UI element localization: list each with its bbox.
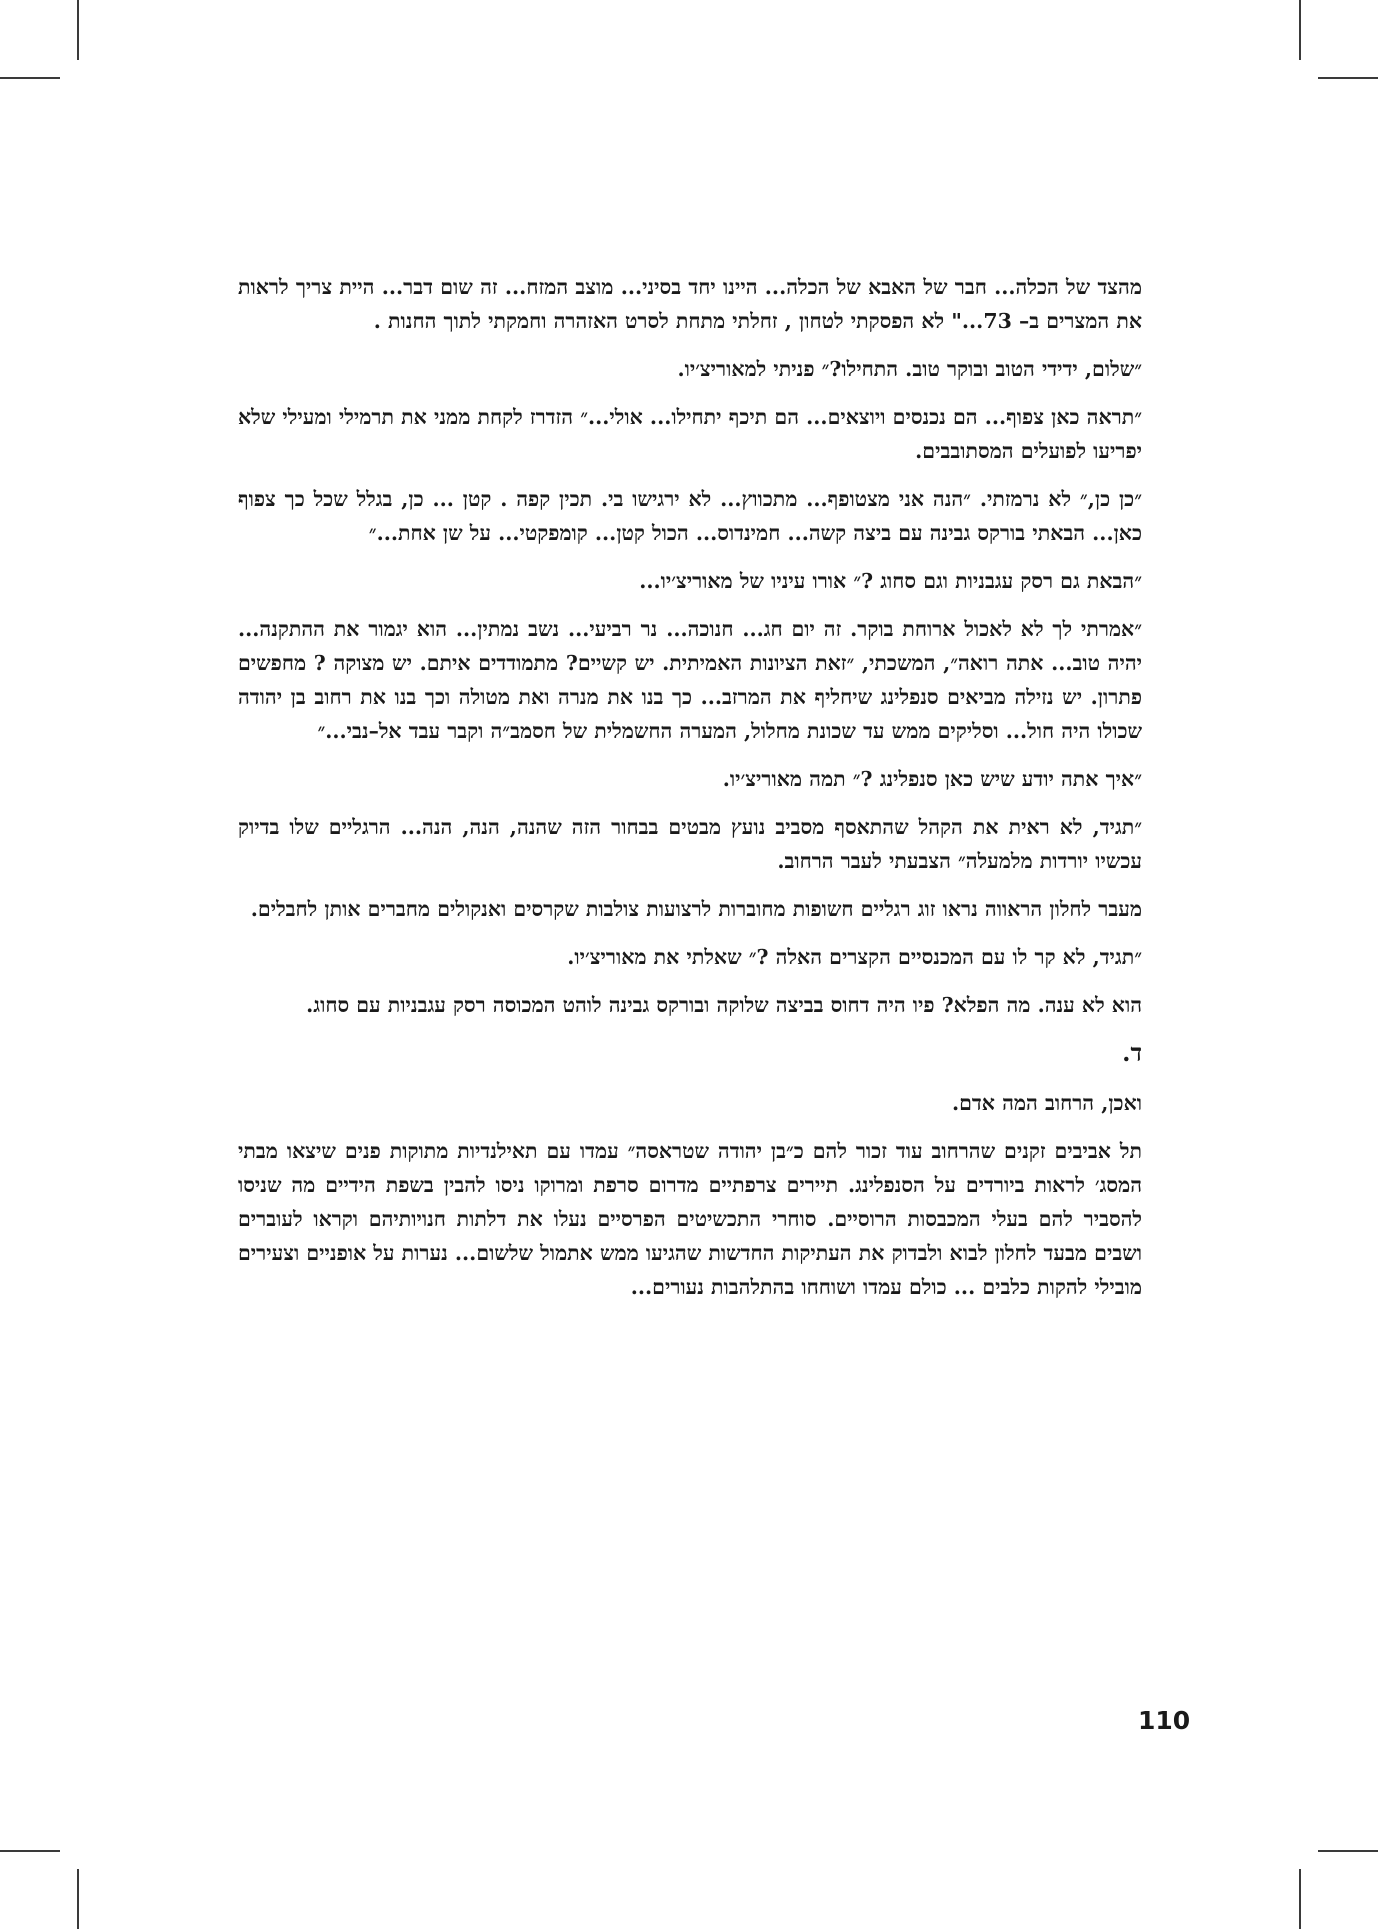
crop-mark-bottom-left-vertical (77, 1869, 79, 1929)
crop-mark-top-left-vertical (77, 0, 79, 60)
crop-mark-top-right-vertical (1299, 0, 1301, 60)
paragraph: ״תגיד, לא ראית את הקהל שהתאסף מסביב נועץ מבטים בבחור הזה שהנה, הנה, הנה... הרגליים שלו בדיוק עכשיו יורדות מלמעלה״ הצבעתי לעבר הרחוב. (238, 815, 1142, 873)
paragraph: ״אמרתי לך לא לאכול ארוחת בוקר. זה יום חג... חנוכה... נר רביעי... נשב נמתין... הוא יגמור את ההתקנה... יהיה טוב... אתה רואה״, המשכתי, ״זאת הציונות האמיתית. יש קשיים? מתמודדים איתם. יש מצוקה ? מחפשים פתרון. יש נזילה מביאים סנפלינג שיחליף את המרזב... כך בנו את מנרה ואת מטולה וכך בנו את רחוב בן יהודה שכולו היה חול... וסליקים ממש עד שכונת מחלול, המערה החשמלית של חסמב״ה וקבר עבד אל–נבי...״ (238, 617, 1142, 743)
page-number: 110 (1138, 1706, 1191, 1735)
crop-mark-top-right-horizontal (1318, 77, 1378, 79)
paragraph: ״כן כן,״ לא נרמזתי. ״הנה אני מצטופף... מתכווץ... לא ירגישו בי. תכין קפה . קטן ... כן, בגלל שכל כך צפוף כאן... הבאתי בורקס גבינה עם ביצה קשה... חמינדוס... הכול קטן... קומפקטי... על שן אחת...״ (238, 487, 1142, 545)
paragraph: תל אביבים זקנים שהרחוב עוד זכור להם כ״בן יהודה שטראסה״ עמדו עם תאילנדיות מתוקות פנים שיצאו מבתי המסג׳ לראות ביורדים על הסנפלינג. תיירים צרפתיים מדרום סרפת ומרוקו ניסו להבין בשפת הידיים מה שניסו להסביר להם בעלי המכבסות הרוסיים. סוחרי התכשיטים הפרסיים נעלו את דלתות חנויותיהם וקראו לעוברים ושבים מבעד לחלון לבוא ולבדוק את העתיקות החדשות שהגיעו ממש אתמול שלשום... נערות על אופניים וצעירים מובילי להקות כלבים ... כולם עמדו ושוחחו בהתלהבות נעורים... (238, 1139, 1142, 1299)
paragraph: ״תראה כאן צפוף... הם נכנסים ויוצאים... הם תיכף יתחילו... אולי...״ הזדרז לקחת ממני את תרמילי ומעילי שלא יפריעו לפועלים המסתובבים. (238, 405, 1142, 463)
paragraph: ״הבאת גם רסק עגבניות וגם סחוג ?״ אורו עיניו של מאוריצ׳יו... (639, 569, 1142, 593)
paragraph: ״איך אתה יודע שיש כאן סנפלינג ?״ תמה מאוריצ׳יו. (722, 767, 1142, 791)
paragraph: מהצד של הכלה... חבר של האבא של הכלה... היינו יחד בסיני... מוצב המזח... זה שום דבר... היית צריך לראות את המצרים ב– 73..." לא הפסקתי לטחון , זחלתי מתחת לסרט האזהרה וחמקתי לתוך החנות . (238, 275, 1142, 333)
crop-mark-bottom-right-horizontal (1318, 1850, 1378, 1852)
crop-mark-bottom-right-vertical (1299, 1869, 1301, 1929)
paragraph: ואכן, הרחוב המה אדם. (951, 1091, 1142, 1115)
paragraph: מעבר לחלון הראווה נראו זוג רגליים חשופות מחוברות לרצועות צולבות שקרסים ואנקולים מחברים אותן לחבלים. (250, 897, 1142, 921)
paragraph: ״שלום, ידידי הטוב ובוקר טוב. התחילו?״ פניתי למאוריצ׳יו. (677, 357, 1142, 381)
page-body-text (238, 270, 1142, 1318)
paragraph: ״תגיד, לא קר לו עם המכנסיים הקצרים האלה ?״ שאלתי את מאוריצ׳יו. (567, 945, 1142, 969)
crop-mark-bottom-left-horizontal (0, 1850, 60, 1852)
crop-mark-top-left-horizontal (0, 77, 60, 79)
section-heading: ד. (1122, 1038, 1142, 1067)
paragraph: הוא לא ענה. מה הפלא? פיו היה דחוס בביצה שלוקה ובורקס גבינה לוהט המכוסה רסק עגבניות עם סחוג. (306, 993, 1142, 1017)
